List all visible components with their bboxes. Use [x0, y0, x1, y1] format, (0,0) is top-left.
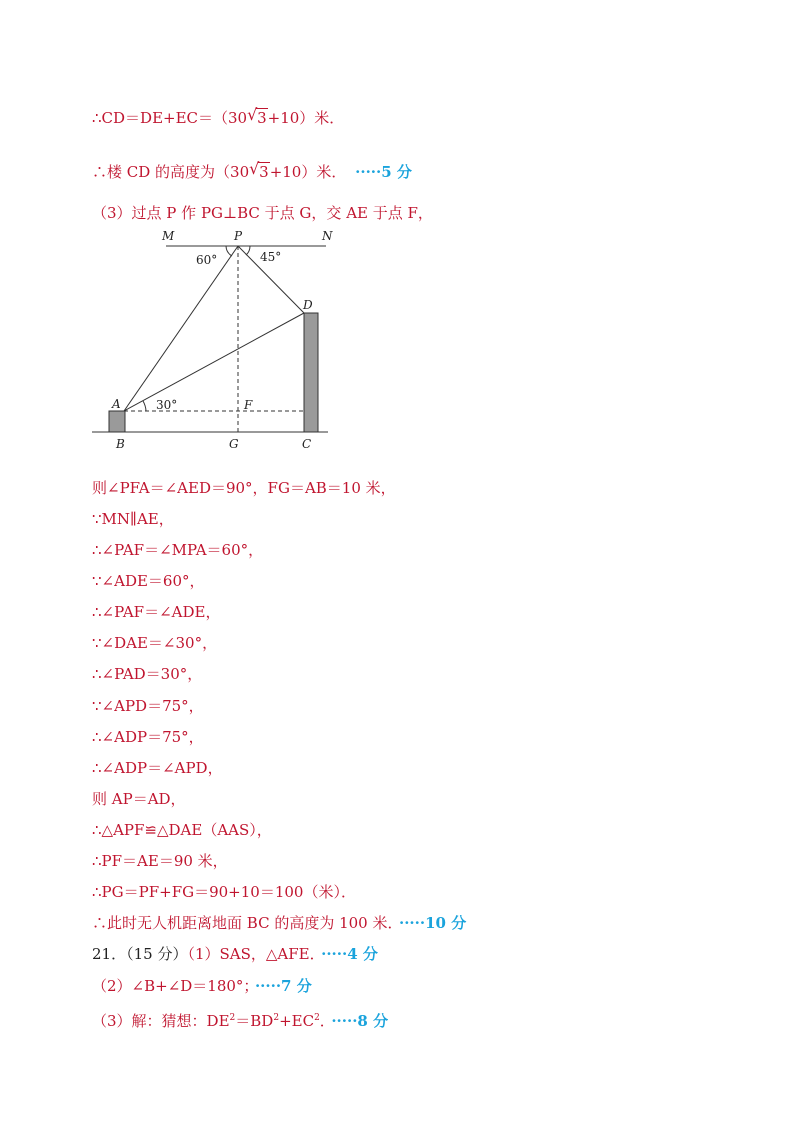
proof-line-8: ∵∠APD＝75°， [92, 697, 204, 715]
proof-line-12: ∴△APF≌△DAE（AAS）， [92, 821, 272, 839]
proof-line-1: 则∠PFA＝∠AED＝90°，FG＝AB＝10 米， [92, 479, 396, 497]
angle-arc-45 [246, 246, 250, 255]
label-m: M [162, 229, 175, 243]
proof-line-5: ∴∠PAF＝∠ADE， [92, 603, 221, 621]
label-angle-60: 60° [196, 253, 218, 267]
line-cd-equation [92, 108, 344, 128]
question-21-part3 [92, 1008, 388, 1031]
sqrt-sign [249, 162, 270, 182]
angle-arc-60 [226, 246, 232, 256]
conclusion-text: ∴此时无人机距离地面 BC 的高度为 100 米． [92, 914, 395, 932]
sqrt-sign [247, 108, 268, 128]
proof-line-2: ∵MN∥AE， [92, 510, 174, 528]
proof-line-13: ∴PF＝AE＝90 米， [92, 852, 228, 870]
superscript: 2 [229, 1013, 236, 1023]
cd-height-post: +10）米． [269, 163, 347, 181]
line-pa [124, 246, 238, 411]
line-part3-construct: （3）过点 P 作 PG⊥BC 于点 G，交 AE 于点 F， [92, 204, 433, 222]
cd-height-pre: ∴楼 CD 的高度为（30 [92, 163, 250, 181]
proof-line-9: ∴∠ADP＝75°， [92, 728, 204, 746]
proof-line-3: ∴∠PAF＝∠MPA＝60°， [92, 541, 264, 559]
proof-line-11: 则 AP＝AD， [92, 790, 186, 808]
geometry-figure [88, 226, 338, 452]
cd-eq-pre: ∴CD＝DE+EC＝（30 [92, 109, 248, 127]
proof-conclusion [92, 913, 466, 933]
label-angle-45: 45° [260, 250, 282, 264]
question-points: （15 分） [126, 945, 188, 963]
label-a: A [112, 397, 121, 411]
superscript: 2 [314, 1013, 320, 1023]
building-ab [109, 411, 125, 432]
proof-line-6: ∵∠DAE＝∠30°， [92, 634, 218, 652]
label-b: B [116, 437, 125, 451]
answer-part3-pre: （3）解：猜想：DE [92, 1012, 230, 1030]
score-badge: ·····5 分 [355, 163, 412, 181]
score-badge: ·····7 分 [254, 977, 312, 995]
score-badge: ·····8 分 [331, 1012, 389, 1030]
label-g: G [229, 437, 239, 451]
sqrt-radicand: 3 [259, 163, 269, 181]
answer-part1: （1）SAS，△AFE． [187, 945, 318, 963]
label-c: C [302, 437, 312, 451]
cd-eq-post: +10）米． [267, 109, 345, 127]
line-ad [124, 313, 304, 411]
proof-line-14: ∴PG＝PF+FG＝90+10＝100（米）． [92, 883, 356, 901]
superscript: 2 [273, 1013, 280, 1023]
label-f: F [244, 398, 253, 412]
label-n: N [322, 229, 333, 243]
question-number: 21． [92, 945, 127, 963]
building-cd [304, 313, 318, 432]
answer-part3-mid2: +EC [279, 1012, 315, 1030]
sqrt-radicand: 3 [257, 109, 267, 127]
answer-part2: （2）∠B+∠D＝180°； [92, 977, 251, 995]
angle-arc-30 [143, 401, 146, 411]
question-21-part2 [92, 976, 312, 996]
score-badge: ·····4 分 [321, 945, 378, 963]
line-cd-height [92, 162, 412, 182]
label-p: P [234, 229, 243, 243]
proof-line-4: ∵∠ADE＝60°， [92, 572, 205, 590]
question-21-part1 [92, 944, 378, 964]
answer-part3-mid1: ＝BD [235, 1012, 274, 1030]
label-angle-30: 30° [156, 398, 178, 412]
score-badge: ·····10 分 [398, 914, 467, 932]
answer-part3-post: ． [319, 1012, 328, 1030]
proof-line-7: ∴∠PAD＝30°， [92, 665, 203, 683]
proof-line-10: ∴∠ADP＝∠APD， [92, 759, 223, 777]
label-d: D [303, 298, 313, 312]
